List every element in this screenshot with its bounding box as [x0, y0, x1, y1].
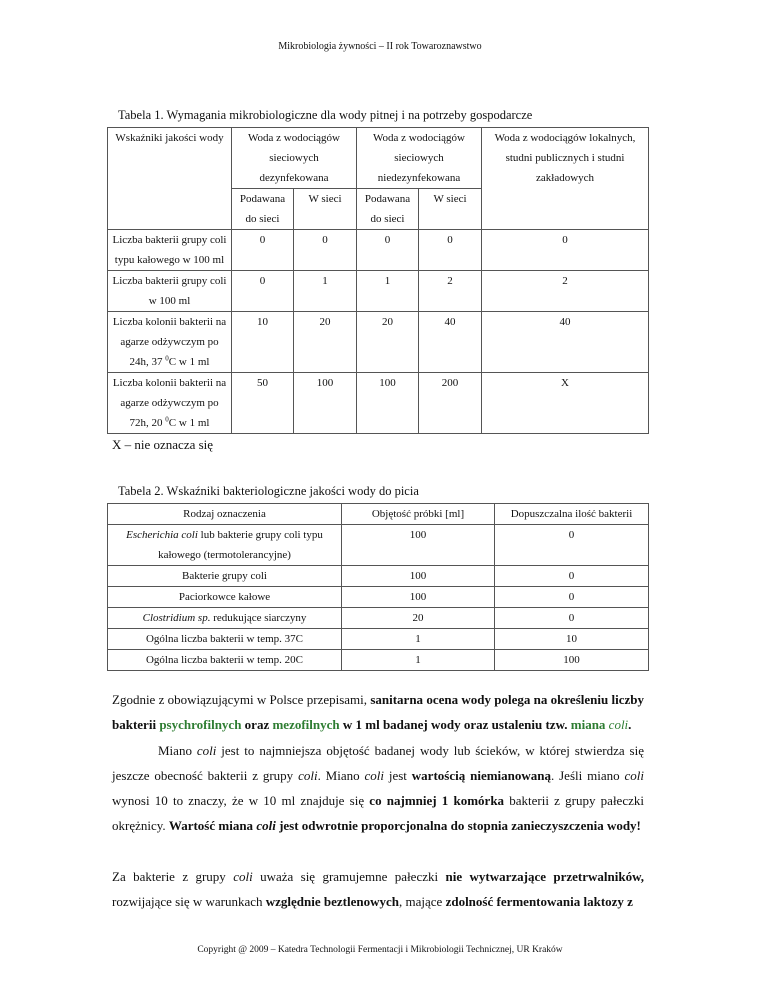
label-text: C w 1 ml [168, 417, 210, 429]
page-footer: Copyright @ 2009 – Katedra Technologii Fermentacji i Mikrobiologii Technicznej, UR Kraków [197, 945, 563, 956]
table1-subheader: W sieci [294, 189, 357, 230]
label-text: C w 1 ml [168, 356, 210, 368]
cell: 2 [419, 271, 482, 312]
cell: 100 [294, 373, 357, 434]
highlighted-term: miana [570, 717, 609, 733]
cell: 1 [342, 650, 495, 671]
cell: 40 [482, 312, 649, 373]
table1-header: Woda z wodociągów lokalnych, studni publicznych i studni zakładowych [482, 128, 649, 230]
text-run: jest [384, 767, 412, 783]
emphasis-text: coli [256, 818, 276, 834]
highlighted-term: mezofilnych [272, 717, 340, 733]
table2-header: Rodzaj oznaczenia [108, 504, 342, 525]
cell: 100 [357, 373, 419, 434]
paragraph [112, 864, 644, 915]
text-run: . Miano [317, 767, 365, 783]
row-label: Paciorkowce kałowe [108, 587, 342, 608]
cell: 10 [495, 629, 649, 650]
table1-subheader: Podawana do sieci [232, 189, 294, 230]
table-row [108, 230, 649, 271]
table-row [108, 629, 649, 650]
cell: 100 [342, 566, 495, 587]
cell: 0 [495, 587, 649, 608]
table-row [108, 373, 649, 434]
text-run: rozwijające się w warunkach [112, 894, 266, 910]
text-run: wynosi 10 to znaczy, że w 10 ml znajduje się [112, 793, 370, 809]
row-label: Bakterie grupy coli [108, 566, 342, 587]
emphasis-text: coli [624, 767, 644, 783]
row-label [108, 525, 342, 566]
cell: 1 [357, 271, 419, 312]
text-run: bakterii z grupy pałeczki okrężnicy. [112, 793, 644, 834]
cell: 0 [495, 566, 649, 587]
table1-header: Woda z wodociągów sieciowych dezynfekowana [232, 128, 357, 189]
table1-subheader: Podawana do sieci [357, 189, 419, 230]
emphasis-text: coli [196, 742, 217, 758]
table1-header: Woda z wodociągów sieciowych niedezynfekowana [357, 128, 482, 189]
emphasis-text: względnie beztlenowych [265, 894, 399, 910]
table2-header: Dopuszczalna ilość bakterii [495, 504, 649, 525]
cell: 100 [342, 587, 495, 608]
emphasis-text: coli [364, 767, 384, 783]
row-label: Ogólna liczba bakterii w temp. 20C [108, 650, 342, 671]
cell: 100 [342, 525, 495, 566]
row-label [108, 312, 232, 373]
emphasis-text: co najmniej 1 komórka [369, 793, 505, 809]
emphasis-text: sanitarna ocena wody polega na określeniu liczby bakterii [112, 692, 644, 733]
cell: 200 [419, 373, 482, 434]
emphasis-text: jest odwrotnie proporcjonalna do stopnia zanieczyszczenia wody! [275, 818, 641, 834]
row-label [108, 373, 232, 434]
table1 [107, 127, 649, 434]
paragraph [112, 687, 644, 738]
paragraph [112, 738, 644, 839]
text-run: Za bakterie z grupy [112, 868, 234, 884]
cell: 40 [419, 312, 482, 373]
cell: 0 [495, 608, 649, 629]
table-row [108, 587, 649, 608]
highlighted-term: psychrofilnych [159, 717, 242, 733]
highlighted-term: coli [608, 717, 629, 733]
row-label: Liczba bakterii grupy coli typu kałowego w 100 ml [108, 230, 232, 271]
table1-note: X – nie oznacza się [112, 437, 214, 452]
cell: 50 [232, 373, 294, 434]
table1-caption: Tabela 1. Wymagania mikrobiologiczne dla wody pitnej i na potrzeby gospodarcze [118, 108, 533, 122]
cell: 0 [419, 230, 482, 271]
emphasis-text: oraz [241, 717, 273, 733]
cell: 20 [357, 312, 419, 373]
text-run: jest to najmniejsza objętość badanej wody lub ścieków, w której stwierdza się jeszcze obecność bakterii z grupy [112, 742, 644, 783]
row-label: Liczba bakterii grupy coli w 100 ml [108, 271, 232, 312]
cell: 0 [357, 230, 419, 271]
cell: 20 [342, 608, 495, 629]
table1-subheader: W sieci [419, 189, 482, 230]
emphasis-text: . [628, 717, 632, 733]
table-row [108, 566, 649, 587]
table-row [108, 271, 649, 312]
emphasis-text: coli [233, 868, 253, 884]
text-run: , mające [399, 894, 446, 910]
text-run: uważa się gramujemne pałeczki [252, 868, 446, 884]
emphasis-text: coli [298, 767, 318, 783]
table-row [108, 312, 649, 373]
row-label [108, 608, 342, 629]
emphasis-text: zdolność fermentowania laktozy z [445, 894, 633, 910]
cell: 20 [294, 312, 357, 373]
label-text: redukujące siarczyny [210, 612, 307, 624]
italic-text: Clostridium sp. [142, 612, 211, 624]
table-row [108, 525, 649, 566]
emphasis-text: w 1 ml badanej wody oraz ustaleniu tzw. [339, 717, 571, 733]
cell: 0 [232, 230, 294, 271]
text-run: . Jeśli miano [551, 767, 625, 783]
cell: X [482, 373, 649, 434]
emphasis-text: wartością niemianowaną [411, 767, 551, 783]
table-row [108, 608, 649, 629]
table-row [108, 650, 649, 671]
table2 [107, 503, 649, 671]
label-text: lub bakterie grupy coli typu kałowego (termotolerancyjne) [158, 529, 323, 561]
cell: 0 [495, 525, 649, 566]
cell: 100 [495, 650, 649, 671]
text-run: Miano [158, 742, 197, 758]
cell: 10 [232, 312, 294, 373]
superscript: 0 [165, 415, 169, 424]
label-text: Liczba kolonii bakterii na agarze odżywczym po 24h, 37 [112, 316, 227, 368]
cell: 1 [342, 629, 495, 650]
italic-text: Escherichia coli [126, 529, 198, 541]
table2-caption: Tabela 2. Wskaźniki bakteriologiczne jakości wody do picia [118, 484, 419, 498]
cell: 1 [294, 271, 357, 312]
superscript: 0 [165, 354, 169, 363]
page-header: Mikrobiologia żywności – II rok Towaroznawstwo [278, 41, 482, 52]
emphasis-text: Wartość miana [168, 818, 257, 834]
text-run: Zgodnie z obowiązującymi w Polsce przepisami, [112, 692, 371, 707]
cell: 0 [294, 230, 357, 271]
cell: 2 [482, 271, 649, 312]
cell: 0 [482, 230, 649, 271]
table2-header: Objętość próbki [ml] [342, 504, 495, 525]
cell: 0 [232, 271, 294, 312]
table1-header: Wskaźniki jakości wody [108, 128, 232, 230]
row-label: Ogólna liczba bakterii w temp. 37C [108, 629, 342, 650]
emphasis-text: nie wytwarzające przetrwalników, [445, 868, 644, 884]
label-text: Liczba kolonii bakterii na agarze odżywczym po 72h, 20 [112, 377, 227, 429]
